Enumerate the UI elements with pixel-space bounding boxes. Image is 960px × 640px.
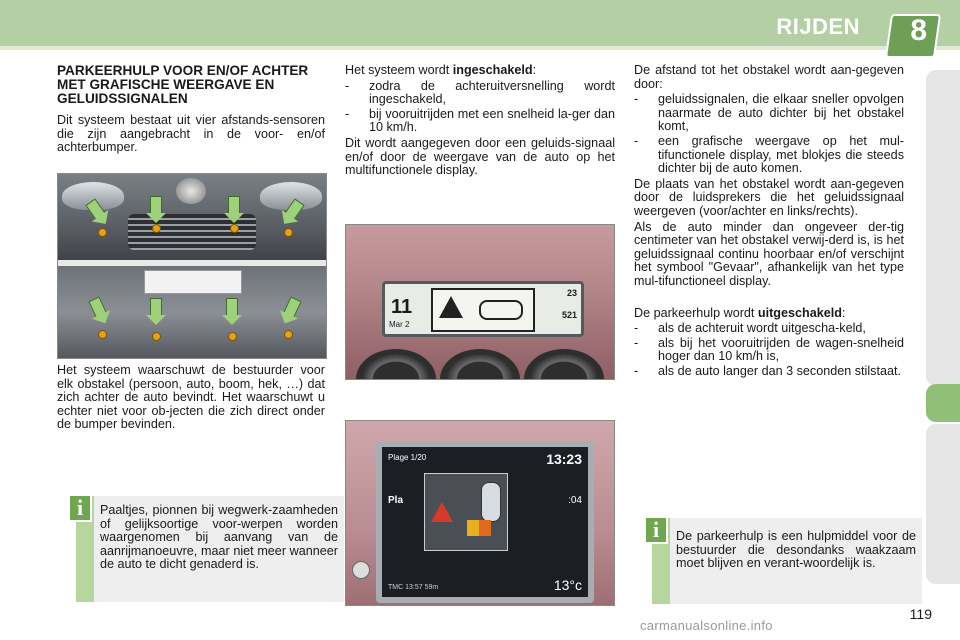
info-icon: i xyxy=(644,516,668,544)
column-3 xyxy=(634,64,904,380)
list-item: - als bij het vooruitrijden de wagen-snelheid hoger dan 10 km/h is, xyxy=(634,337,904,364)
column-1 xyxy=(57,64,325,157)
list-item: - als de auto langer dan 3 seconden stilstaat. xyxy=(634,365,904,379)
air-vent xyxy=(440,349,520,380)
sensor-dot xyxy=(98,228,107,237)
chapter-title: RIJDEN xyxy=(776,14,860,39)
distance-intro: De afstand tot het obstakel wordt aan-gegeven door: xyxy=(634,63,904,91)
obstacle-blocks xyxy=(467,520,491,536)
lcd-top-right: 23 xyxy=(566,288,577,298)
activation-prefix: Het systeem wordt xyxy=(345,63,453,77)
multifunction-display-photo xyxy=(345,224,615,380)
chapter-number: 8 xyxy=(910,14,927,47)
page-number: 119 xyxy=(909,606,932,622)
list-item: - zodra de achteruitversnelling wordt ingeschakeld, xyxy=(345,80,615,107)
nav-list-entry: Pla xyxy=(388,495,404,506)
hazard-icon xyxy=(431,502,453,522)
activation-list xyxy=(345,80,615,135)
deactivation-suffix: : xyxy=(841,305,846,320)
nav-temperature: 13°c xyxy=(553,577,582,593)
nav-time: 13:23 xyxy=(546,451,582,467)
parking-popup xyxy=(424,473,508,551)
hazard-icon xyxy=(439,296,463,318)
sensor-arrow-icon xyxy=(150,196,162,216)
parking-graphic xyxy=(431,288,535,332)
distance-list xyxy=(634,93,904,176)
list-item: - bij vooruitrijden met een snelheid la-ger dan 10 km/h. xyxy=(345,108,615,135)
nav-screen xyxy=(376,441,594,603)
column-2 xyxy=(345,64,615,180)
sensor-dot xyxy=(230,224,239,233)
license-plate xyxy=(144,270,242,294)
deactivation-prefix: De parkeerhulp wordt xyxy=(634,305,758,320)
edge-tab-active[interactable] xyxy=(926,384,960,422)
info-box-bollards xyxy=(76,496,344,602)
list-item: - een grafische weergave op het mul-tifunctionele display, met blokjes die steeds dichter bij de auto komen. xyxy=(634,135,904,176)
lcd-bottom-right: 521 xyxy=(561,310,577,320)
sensor-dot xyxy=(152,332,161,341)
activation-suffix: : xyxy=(532,63,537,77)
deactivation-intro xyxy=(634,307,904,321)
bumper-sensors-photo xyxy=(57,173,327,359)
watermark: carmanualsonline.info xyxy=(640,618,773,633)
signal-paragraph: Dit wordt aangegeven door een geluids-signaal en/of door de weergave van de auto op het multifunctionele display. xyxy=(345,135,615,178)
column-1-lower xyxy=(57,364,325,434)
warning-paragraph: Het systeem waarschuwt de bestuurder voor elk obstakel (persoon, auto, boom, hek, …) dat zich achter de auto bevindt. Het waarschuwt u echter niet voor ob-jecten die zich direct onder de bumper bevinden. xyxy=(57,363,325,432)
car-top-icon xyxy=(479,300,523,320)
brand-logo xyxy=(176,178,206,204)
location-paragraph: De plaats van het obstakel wordt aan-gegeven door de luidsprekers die het geluidssignaal weergeven (voor/achter en links/rechts). xyxy=(634,176,904,218)
activation-intro xyxy=(345,64,615,78)
info-text: De parkeerhulp is een hulpmiddel voor de bestuurder die desondanks waakzaam moet blijven en verant-woordelijk is. xyxy=(676,529,916,571)
info-box-driver-aid xyxy=(652,518,922,604)
car-top-icon xyxy=(481,482,501,522)
air-vent xyxy=(524,349,604,380)
sensor-dot xyxy=(284,228,293,237)
intro-paragraph: Dit systeem bestaat uit vier afstands-sensoren die zijn aangebracht in de voor- en/of achterbumper. xyxy=(57,113,325,155)
sensor-arrow-icon xyxy=(150,298,162,318)
front-bumper xyxy=(58,174,326,262)
sensor-dot xyxy=(152,224,161,233)
control-knob xyxy=(352,561,370,579)
nav-page-label: Plage 1/20 xyxy=(388,453,427,462)
list-item: - geluidssignalen, die elkaar sneller opvolgen naarmate de auto dichter bij het obstakel komt, xyxy=(634,93,904,134)
lcd-display xyxy=(382,281,584,337)
rear-bumper xyxy=(58,266,326,358)
edge-tab-lower[interactable] xyxy=(926,424,960,584)
section-heading: PARKEERHULP VOOR EN/OF ACHTER MET GRAFISCHE WEERGAVE EN GELUIDSSIGNALEN xyxy=(57,63,309,106)
navigation-screen-photo xyxy=(345,420,615,606)
info-icon: i xyxy=(68,494,92,522)
sensor-dot xyxy=(98,330,107,339)
deactivation-keyword: uitgeschakeld xyxy=(757,305,842,320)
sensor-arrow-icon xyxy=(226,298,238,318)
lcd-big-number: 11 xyxy=(391,296,413,318)
sensor-arrow-icon xyxy=(282,296,301,319)
activation-keyword: ingeschakeld xyxy=(452,63,533,77)
edge-tab-upper[interactable] xyxy=(926,70,960,386)
sensor-dot xyxy=(284,330,293,339)
air-vent xyxy=(356,349,436,380)
nav-list-time: :04 xyxy=(568,495,582,506)
lcd-date: Mar 2 xyxy=(389,320,410,329)
header-strip xyxy=(0,46,960,50)
nav-footer: TMC 13:57 59m xyxy=(388,584,439,591)
deactivation-list xyxy=(634,322,904,378)
info-text: Paaltjes, pionnen bij wegwerk-zaamheden of gelijksoortige voor-werpen worden waargenomen bij aanvang van de aanrijmanoeuvre, maar niet meer wanneer de auto te dicht genaderd is. xyxy=(100,503,338,572)
sensor-arrow-icon xyxy=(228,196,240,216)
hazard-paragraph: Als de auto minder dan ongeveer der-tig centimeter van het obstakel verwij-derd is, is het geluidssignaal continu hoorbaar en/of verschijnt het symbool "Gevaar", afhankelijk van het type mul-tifunctioneel display. xyxy=(634,219,904,288)
list-item: - als de achteruit wordt uitgescha-keld, xyxy=(634,322,904,336)
sensor-arrow-icon xyxy=(88,296,107,319)
sensor-dot xyxy=(228,332,237,341)
